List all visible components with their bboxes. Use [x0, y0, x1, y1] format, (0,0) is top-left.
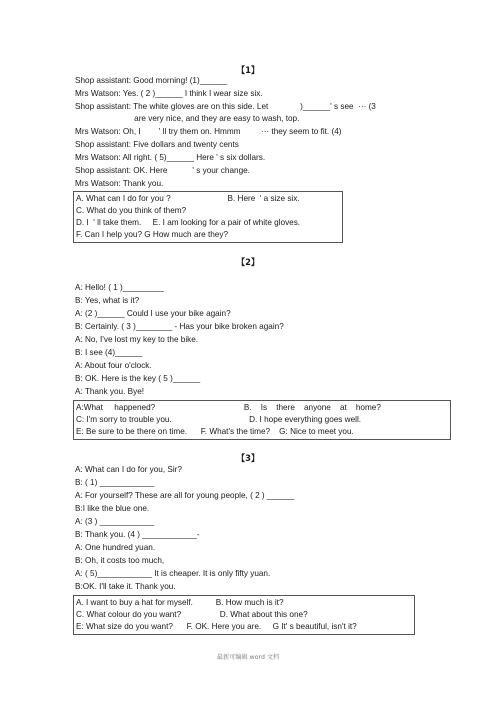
option-line: E: What size do you want? F. OK. Here you are. G It' s beautiful, isn't it?	[76, 622, 357, 631]
dialogue-line: B: Oh, it costs too much,	[75, 556, 165, 565]
option-line: C. What colour do you want? D. What about this one?	[76, 610, 308, 619]
dialogue-line: A: One hundred yuan.	[75, 543, 156, 552]
dialogue-line: Mrs Watson: Oh, I ' ll try them on. Hmmm ··· they seem to fit. (4)	[75, 127, 342, 136]
dialogue-line: B:I like the blue one.	[75, 504, 150, 513]
dialogue-line: B: I see (4)______	[75, 348, 143, 357]
section1-heading: 【1】	[236, 65, 260, 75]
dialogue-line: Shop assistant: OK. Here ' s your change.	[75, 166, 250, 175]
dialogue-line: Mrs Watson: Thank you.	[75, 179, 164, 188]
dialogue-line: A: (3 ) ____________	[75, 517, 155, 526]
dialogue-line: B: Thank you. (4 ) ____________-	[75, 530, 200, 539]
dialogue-line: B: ( 1) ____________	[75, 478, 155, 487]
section2-heading: 【2】	[236, 257, 260, 267]
option-line: C. What do you think of them?	[76, 206, 187, 215]
options-box-3	[73, 595, 415, 635]
dialogue-line: A: Hello! ( 1 )_________	[75, 283, 164, 292]
dialogue-line: Mrs Watson: All right. ( 5)______ Here ' s six dollars.	[75, 153, 266, 162]
dialogue-line: A: (2 )______ Could I use your bike again?	[75, 309, 231, 318]
dialogue-line: A: What can I do for you, Sir?	[75, 465, 182, 474]
options-box-1	[73, 191, 343, 243]
option-line: F. Can I help you? G How much are they?	[76, 230, 228, 239]
dialogue-line: A: Thank you. Bye!	[75, 387, 145, 396]
dialogue-line: A: ( 5)____________ It is cheaper. It is only fifty yuan.	[75, 569, 271, 578]
dialogue-line: A: For yourself? These are all for young people, ( 2 ) ______	[75, 491, 295, 500]
option-line: A:What happened? B. Is there anyone at home?	[76, 403, 381, 412]
option-line: E: Be sure to be there on time. F. What's the time? G: Nice to meet you.	[76, 427, 354, 436]
dialogue-line: Mrs Watson: Yes. ( 2 )______ I think I wear size six.	[75, 89, 263, 98]
page-footer: 最新可编辑 word 文档	[216, 654, 280, 661]
dialogue-line: A: About four o'clock.	[75, 361, 152, 370]
dialogue-line: B: Certainly. ( 3 )________ - Has your bike broken again?	[75, 322, 284, 331]
dialogue-line: Shop assistant: The white gloves are on this side. Let )______' s see ··· (3	[75, 102, 376, 111]
dialogue-line: are very nice, and they are easy to wash, top.	[75, 114, 300, 123]
section3-heading: 【3】	[236, 453, 260, 463]
dialogue-line: B: OK. Here is the key ( 5 )______	[75, 374, 201, 383]
option-line: A. I want to buy a hat for myself. B. How much is it?	[76, 598, 284, 607]
option-line: C: I'm sorry to trouble you. D. I hope everything goes well.	[76, 415, 362, 424]
option-line: A. What can I do for you ? B. Here ' a size six.	[76, 194, 300, 203]
option-line: D. I ' ll take them. E. I am looking for a pair of white gloves.	[76, 218, 301, 227]
dialogue-line: B: Yes, what is it?	[75, 296, 140, 305]
dialogue-line: A: No, I've lost my key to the bike.	[75, 335, 199, 344]
dialogue-line: Shop assistant: Good morning! (1)______	[75, 76, 228, 85]
options-box-2	[73, 400, 451, 440]
dialogue-line: Shop assistant: Five dollars and twenty cents	[75, 140, 239, 149]
dialogue-line: B:OK. I'll take it. Thank you.	[75, 582, 176, 591]
